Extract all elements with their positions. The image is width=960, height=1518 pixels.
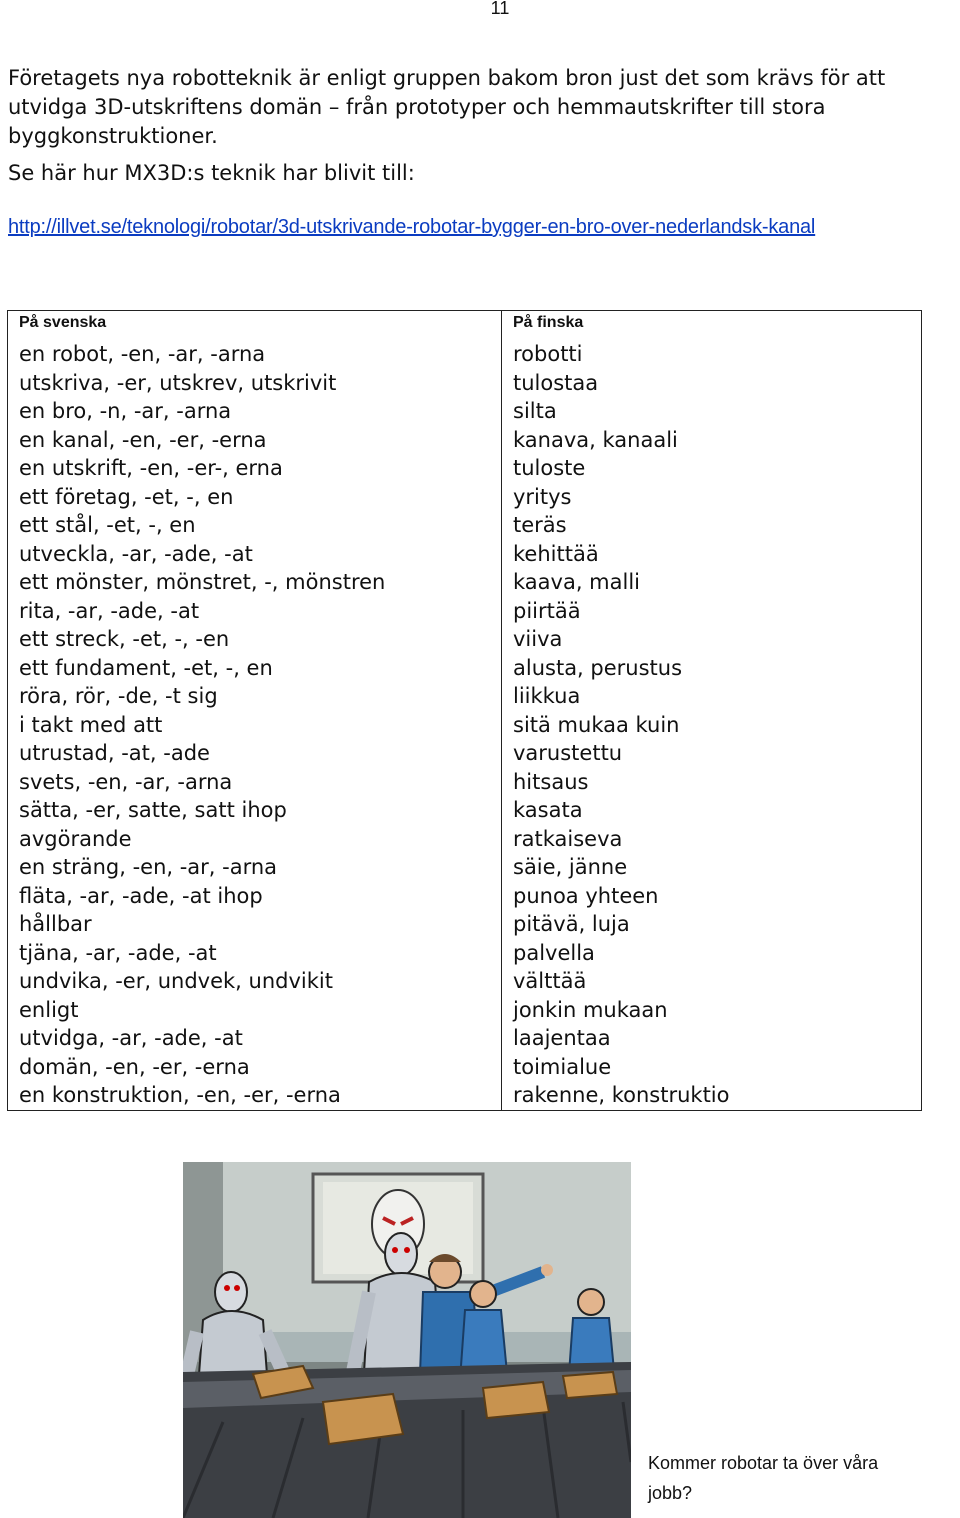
swedish-term: domän, -en, -er, -erna (8, 1053, 502, 1082)
swedish-term: i takt med att (8, 711, 502, 740)
table-row (8, 996, 922, 1025)
swedish-term: en bro, -n, -ar, -arna (8, 397, 502, 426)
table-row (8, 454, 922, 483)
finnish-term: laajentaa (502, 1024, 922, 1053)
finnish-term: rakenne, konstruktio (502, 1081, 922, 1110)
swedish-term: utskriva, -er, utskrev, utskrivit (8, 369, 502, 398)
vocabulary-table (7, 310, 922, 1111)
finnish-term: viiva (502, 625, 922, 654)
finnish-term: jonkin mukaan (502, 996, 922, 1025)
finnish-term: kasata (502, 796, 922, 825)
table-row (8, 426, 922, 455)
table-row (8, 1053, 922, 1082)
finnish-term: välttää (502, 967, 922, 996)
table-row (8, 597, 922, 626)
swedish-term: en konstruktion, -en, -er, -erna (8, 1081, 502, 1110)
table-row (8, 483, 922, 512)
swedish-term: rita, -ar, -ade, -at (8, 597, 502, 626)
finnish-term: silta (502, 397, 922, 426)
swedish-term: hållbar (8, 910, 502, 939)
finnish-term: punoa yhteen (502, 882, 922, 911)
table-row (8, 1024, 922, 1053)
image-caption: Kommer robotar ta över våra jobb? (648, 1453, 879, 1503)
intro-link-lead: Se här hur MX3D:s teknik har blivit till: (8, 161, 415, 185)
robots-factory-image (183, 1162, 631, 1518)
table-row (8, 397, 922, 426)
finnish-term: ratkaiseva (502, 825, 922, 854)
swedish-term: utrustad, -at, -ade (8, 739, 502, 768)
finnish-term: kaava, malli (502, 568, 922, 597)
page-number: 11 (490, 0, 510, 18)
table-row (8, 654, 922, 683)
table-row (8, 369, 922, 398)
swedish-term: utvidga, -ar, -ade, -at (8, 1024, 502, 1053)
swedish-term: en sträng, -en, -ar, -arna (8, 853, 502, 882)
table-row (8, 568, 922, 597)
table-row (8, 739, 922, 768)
table-row (8, 882, 922, 911)
swedish-term: ett mönster, mönstret, -, mönstren (8, 568, 502, 597)
table-row (8, 768, 922, 797)
swedish-term: enligt (8, 996, 502, 1025)
header-swedish: På svenska (8, 311, 502, 341)
table-row (8, 625, 922, 654)
finnish-term: kanava, kanaali (502, 426, 922, 455)
intro-paragraph: Företagets nya robotteknik är enligt gruppen bakom bron just det som krävs för att utvidga 3D-utskriftens domän – från prototyper och hemmautskrifter till stora byggkonstruktioner. (8, 66, 886, 148)
swedish-term: avgörande (8, 825, 502, 854)
swedish-term: ett streck, -et, -, -en (8, 625, 502, 654)
swedish-term: tjäna, -ar, -ade, -at (8, 939, 502, 968)
finnish-term: robotti (502, 340, 922, 369)
robots-illustration (183, 1162, 631, 1518)
finnish-term: tuloste (502, 454, 922, 483)
finnish-term: tulostaa (502, 369, 922, 398)
table-row (8, 340, 922, 369)
table-row (8, 853, 922, 882)
swedish-term: undvika, -er, undvek, undvikit (8, 967, 502, 996)
finnish-term: piirtää (502, 597, 922, 626)
finnish-term: pitävä, luja (502, 910, 922, 939)
finnish-term: varustettu (502, 739, 922, 768)
finnish-term: toimialue (502, 1053, 922, 1082)
table-row (8, 1081, 922, 1110)
swedish-term: sätta, -er, satte, satt ihop (8, 796, 502, 825)
swedish-term: en robot, -en, -ar, -arna (8, 340, 502, 369)
table-row (8, 511, 922, 540)
table-body (8, 340, 922, 1110)
table-row (8, 540, 922, 569)
finnish-term: liikkua (502, 682, 922, 711)
table-row (8, 825, 922, 854)
header-finnish: På finska (502, 311, 922, 341)
article-link[interactable]: http://illvet.se/teknologi/robotar/3d-utskrivande-robotar-bygger-en-bro-over-nederlandsk-kanal (8, 216, 816, 238)
finnish-term: säie, jänne (502, 853, 922, 882)
table-row (8, 711, 922, 740)
finnish-term: palvella (502, 939, 922, 968)
swedish-term: utveckla, -ar, -ade, -at (8, 540, 502, 569)
table-row (8, 967, 922, 996)
finnish-term: kehittää (502, 540, 922, 569)
swedish-term: en utskrift, -en, -er-, erna (8, 454, 502, 483)
intro-text (8, 64, 938, 188)
table-row (8, 682, 922, 711)
swedish-term: ett stål, -et, -, en (8, 511, 502, 540)
table-row (8, 796, 922, 825)
swedish-term: ett företag, -et, -, en (8, 483, 502, 512)
swedish-term: ett fundament, -et, -, en (8, 654, 502, 683)
finnish-term: yritys (502, 483, 922, 512)
finnish-term: alusta, perustus (502, 654, 922, 683)
swedish-term: röra, rör, -de, -t sig (8, 682, 502, 711)
swedish-term: en kanal, -en, -er, -erna (8, 426, 502, 455)
table-row (8, 939, 922, 968)
swedish-term: svets, -en, -ar, -arna (8, 768, 502, 797)
finnish-term: hitsaus (502, 768, 922, 797)
swedish-term: fläta, -ar, -ade, -at ihop (8, 882, 502, 911)
finnish-term: sitä mukaa kuin (502, 711, 922, 740)
finnish-term: teräs (502, 511, 922, 540)
table-header-row (8, 311, 922, 341)
table-row (8, 910, 922, 939)
